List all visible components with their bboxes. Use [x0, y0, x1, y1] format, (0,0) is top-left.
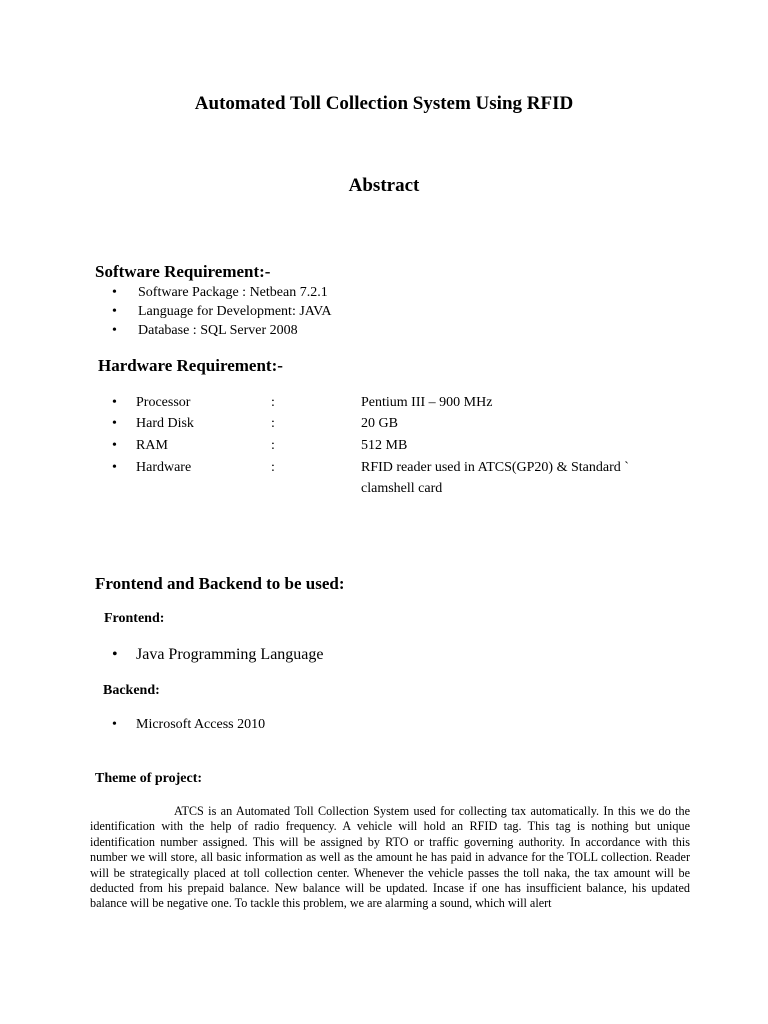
bullet-icon: • [112, 460, 117, 475]
software-requirement-list [112, 283, 332, 340]
theme-paragraph [90, 804, 690, 912]
list-item [112, 302, 332, 321]
bullet-icon: • [112, 304, 117, 319]
hardware-row-name: Hardware [136, 460, 192, 475]
bullet-icon: • [112, 323, 117, 338]
list-item [112, 321, 332, 340]
bullet-icon: • [112, 646, 118, 663]
hardware-row-separator: : [271, 416, 275, 431]
hardware-row-name: Hard Disk [136, 416, 194, 431]
bullet-icon: • [112, 438, 117, 453]
list-item-text: Language for Development: JAVA [138, 304, 332, 319]
list-item-text: Database : SQL Server 2008 [138, 323, 298, 338]
theme-heading: Theme of project: [95, 771, 203, 786]
list-item [112, 283, 332, 302]
hardware-row-name: Processor [136, 395, 191, 410]
frontend-item-text: Java Programming Language [136, 646, 324, 663]
bullet-icon: • [112, 395, 117, 410]
backend-label: Backend: [103, 683, 160, 698]
software-requirement-heading: Software Requirement:- [95, 262, 271, 281]
hardware-row-name: RAM [136, 438, 168, 453]
frontend-backend-heading: Frontend and Backend to be used: [95, 574, 345, 593]
hardware-row-value: 20 GB [361, 416, 398, 431]
hardware-requirement-heading: Hardware Requirement:- [98, 356, 283, 375]
list-item-text: Software Package : Netbean 7.2.1 [138, 285, 328, 300]
hardware-row-value: 512 MB [361, 438, 408, 453]
backend-item-text: Microsoft Access 2010 [136, 717, 266, 732]
hardware-row-separator: : [271, 438, 275, 453]
bullet-icon: • [112, 717, 117, 732]
bullet-icon: • [112, 285, 117, 300]
bullet-icon: • [112, 416, 117, 431]
hardware-row-separator: : [271, 460, 275, 475]
theme-paragraph-text: ATCS is an Automated Toll Collection System used for collecting tax automatically. In this we do the identification with the help of radio frequency. A vehicle will hold an RFID tag. This tag is nothing but unique identification number assigned. This will be assigned by RTO or traffic governing authority. In accordance with this number we will store, all basic information as well as the amount he has paid in advance for the TOLL collection. Reader will be strategically placed at toll collection center. Whenever the vehicle passes the toll naka, the tax amount will be deducted from his prepaid balance. New balance will be updated. Incase if one has insufficient balance, his updated balance will be negative one. To tackle this problem, we are alarming a sound, which will alert [90, 804, 690, 911]
frontend-label: Frontend: [104, 611, 165, 626]
hardware-row-value: Pentium III – 900 MHz [361, 395, 493, 410]
hardware-row-value: RFID reader used in ATCS(GP20) & Standard ` clamshell card [361, 460, 629, 496]
abstract-heading: Abstract [348, 175, 420, 196]
hardware-row-separator: : [271, 395, 275, 410]
document-title: Automated Toll Collection System Using RFID [194, 93, 574, 114]
